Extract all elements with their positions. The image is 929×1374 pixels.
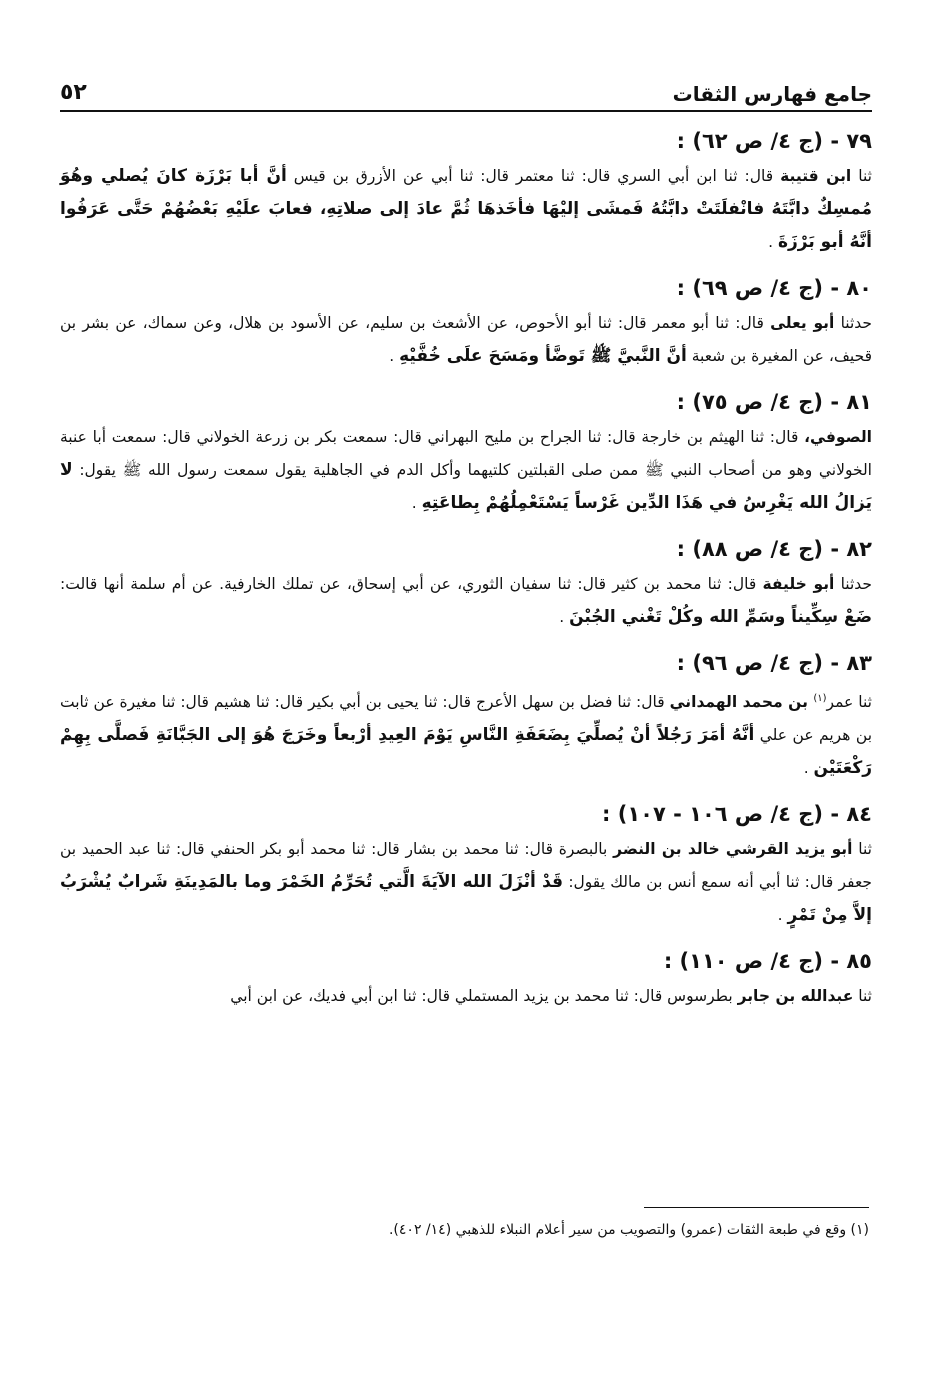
entry-prefix: حدثنا: [834, 575, 872, 593]
narrator-name: بن محمد الهمداني: [669, 693, 814, 712]
isnad-text: قال: ثنا ابن أبي السري قال: ثنا معتمر قال: ثنا أبي عن الأزرق بن قيس: [286, 167, 781, 185]
page-number: ٥٢: [60, 80, 87, 105]
entry-80: [60, 273, 872, 373]
hadith-text: أنَّ أبا بَرْزَة كانَ يُصلي وهُوَ مُمسِكٌ دابَّتَهُ فانْفلَتَتْ دابَّتُهُ فَمشَى إليْهَا فأخَذهَا ثُمَّ عادَ إلى صلاتِهِ، فعابَ علَيْهِ بَعْضُهُمْ حَتَّى عَرَفُوا أنَّهُ أبو بَرْزَةَ: [60, 166, 872, 252]
entry-suffix: .: [777, 906, 788, 925]
entry-heading: ٨٤ - (ج ٤/ ص ١٠٦ - ١٠٧) :: [602, 802, 872, 827]
entry-85: [60, 946, 872, 1013]
hadith-text: أنَّهُ أمَرَ رَجُلاً أنْ يُصلِّيَ بِضَعَفَةِ النَّاسِ يَوْمَ العِيدِ أرْبعاً وخَرَجَ هُوَ إلى الجَبَّانَةِ فَصلَّى بِهِمْ رَكْعَتَيْن: [60, 725, 872, 779]
entry-81: [60, 387, 872, 520]
isnad-text: قال: ثنا الهيثم بن خارجة قال: ثنا الجراح بن مليح البهراني قال: سمعت بكر بن زرعة الخولاني قال: سمعت أبا عنبة الخولاني وهو من أصحاب النبي ﷺ ممن صلى القبلتين كلتيهما وأكل الدم في الجاهلية يقول سمعت رسول الله ﷺ يقول:: [60, 428, 872, 479]
isnad-text: قال: ثنا محمد بن كثير قال: ثنا سفيان الثوري، عن أبي إسحاق، عن تملك الخارفية. عن أم سلمة أنها قالت:: [60, 575, 763, 593]
footnote-divider: [644, 1207, 869, 1208]
page-body: [60, 68, 872, 1013]
entry-text: [60, 980, 872, 1013]
entry-heading: ٨١ - (ج ٤/ ص ٧٥) :: [676, 390, 872, 414]
isnad-text: بالبصرة قال: ثنا محمد بن بشار قال: ثنا محمد أبو بكر الحنفي قال: ثنا عبد الحميد بن جعفر قال: ثنا أبي أنه سمع أنس بن مالك يقول:: [60, 840, 872, 892]
narrator-name: أبو يزيد القرشي خالد بن النضر: [613, 840, 853, 859]
entry-prefix: ثنا: [851, 167, 872, 185]
entry-heading: ٧٩ - (ج ٤/ ص ٦٢) :: [676, 129, 872, 153]
narrator-name: عبدالله بن جابر: [737, 987, 854, 1006]
entry-suffix: .: [559, 608, 570, 626]
running-title: جامع فهارس الثقات: [672, 82, 872, 106]
footnote-marker: (١): [813, 693, 827, 704]
entry-heading: ٨٥ - (ج ٤/ ص ١١٠) :: [663, 949, 872, 974]
isnad-text: قال: ثنا فضل بن سهل الأعرج قال: ثنا يحيى بن أبي بكير قال: ثنا هشيم قال: ثنا مغيرة عن ثابت بن هريم عن علي: [60, 693, 873, 745]
hadith-text: ضَعْ سِكِّيناً وسَمِّ الله وكُلْ تَغْني الجُبْنَ: [569, 607, 872, 627]
entry-heading: ٨٢ - (ج ٤/ ص ٨٨) :: [676, 537, 872, 561]
hadith-text: قَدْ أنْزَلَ الله الآيَةَ الَّتي تُحَرِّمُ الخَمْرَ وما بالمَدِينَةِ شَرابٌ يُشْرَبُ إلاَّ مِنْ تَمْرٍ: [60, 872, 872, 926]
entry-prefix: ثنا عمر: [826, 693, 872, 712]
entry-suffix: .: [803, 759, 814, 778]
entry-prefix: حدثنا: [834, 314, 872, 332]
footnote: (١) وقع في طبعة الثقات (عمرو) والتصويب من سير أعلام النبلاء للذهبي (١٤/ ٤٠٢).: [388, 1222, 869, 1238]
entry-suffix: .: [411, 494, 422, 512]
narrator-name: الصوفي،: [804, 428, 872, 446]
entry-heading: ٨٠ - (ج ٤/ ص ٦٩) :: [676, 276, 872, 300]
entry-suffix: .: [389, 347, 400, 365]
entry-text: [60, 568, 872, 634]
entry-text: [60, 682, 872, 785]
narrator-name: أبو خليفة: [762, 575, 835, 593]
entry-82: [60, 534, 872, 634]
entry-text: [60, 833, 872, 932]
entry-text: [60, 160, 872, 259]
entry-83: [60, 648, 872, 785]
narrator-name: ابن قتيبة: [780, 167, 852, 185]
isnad-text: بطرسوس قال: ثنا محمد بن يزيد المستملي قال: ثنا ابن أبي فديك، عن ابن أبي: [230, 987, 738, 1006]
entry-84: [60, 799, 872, 932]
entry-prefix: ثنا: [852, 840, 872, 859]
entry-text: [60, 421, 872, 520]
isnad-text: قال: ثنا أبو معمر قال: ثنا أبو الأحوص، عن الأشعث بن سليم، عن الأسود بن هلال، وعن سماك، عن بشر بن قحيف، عن المغيرة بن شعبة: [60, 314, 872, 365]
entry-suffix: .: [768, 233, 778, 251]
narrator-name: أبو يعلى: [770, 314, 835, 332]
entry-79: [60, 126, 872, 259]
hadith-text: لا يَزالُ الله يَغْرِسُ في هَذَا الدِّين غَرْساً يَسْتَعْمِلُهُمْ بِطاعَتِهِ: [60, 460, 872, 513]
entry-prefix: ثنا: [853, 987, 872, 1006]
hadith-text: أنَّ النَّبيَّ ﷺ تَوضَّأ ومَسَحَ علَى خُفَّيْهِ: [399, 346, 687, 366]
running-header: [60, 68, 872, 112]
entry-heading: ٨٣ - (ج ٤/ ص ٩٦) :: [676, 651, 872, 675]
entry-text: [60, 307, 872, 373]
